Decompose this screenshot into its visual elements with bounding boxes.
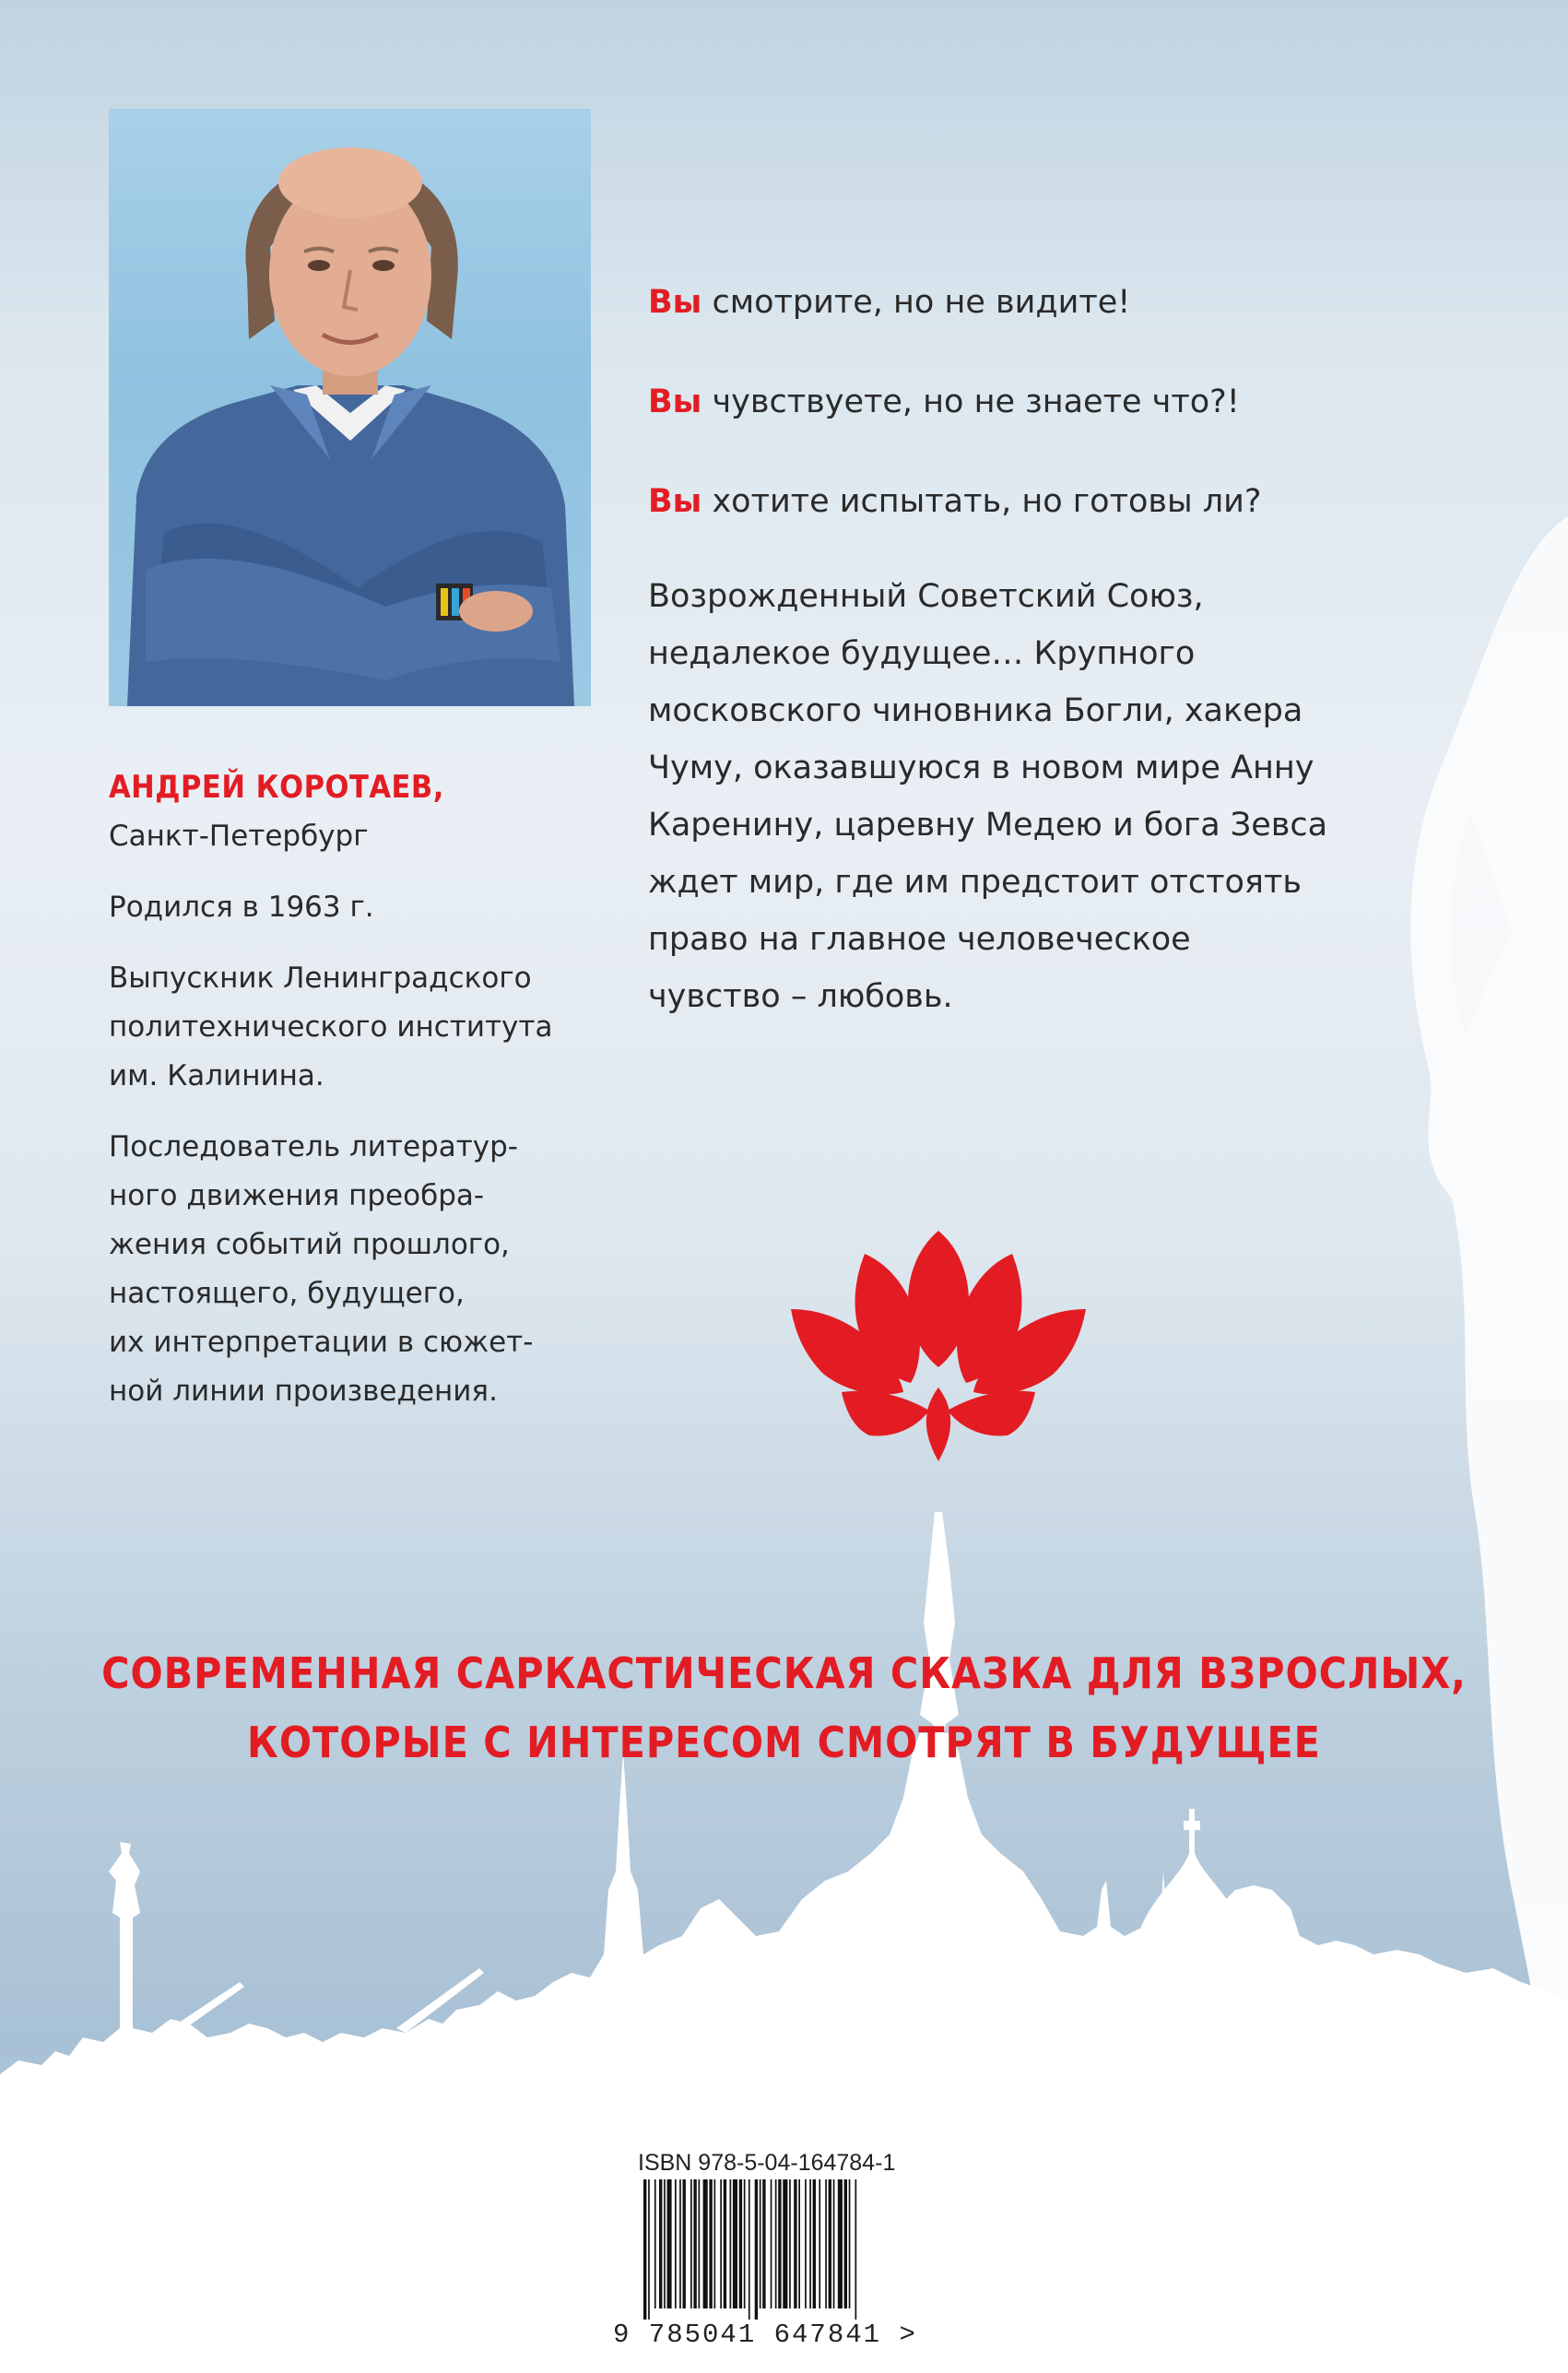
author-name: АНДРЕЙ КОРОТАЕВ, [109,769,444,806]
barcode-bar [733,2179,737,2308]
barcode-bar [703,2179,708,2308]
barcode-bar [643,2179,646,2320]
barcode-bar [699,2179,701,2308]
description-line: московского чиновника Богли, хакера [648,692,1303,729]
barcode-bar [809,2179,811,2308]
description-line: право на главное человеческое [648,921,1191,958]
barcode-bar [749,2179,750,2320]
bio-line: настоящего, будущего, [109,1277,465,1310]
barcode-bar [838,2179,843,2308]
description-line: недалекое будущее… Крупного [648,635,1196,672]
barcode-bar [760,2179,761,2308]
barcode-bar [664,2179,666,2308]
barcode-bar [813,2179,816,2308]
question-1 [648,275,1459,330]
barcode-bar [720,2179,722,2308]
barcode-bar [709,2179,712,2308]
barcode-bar [667,2179,672,2308]
author-education [109,954,625,1101]
education-line: Выпускник Ленинградского [109,962,532,995]
description [648,568,1459,1025]
barcode-bar [798,2179,800,2308]
barcode-bar [654,2179,656,2308]
barcode-bar [819,2179,820,2308]
barcode-bar [833,2179,835,2308]
barcode-bar [744,2179,746,2308]
question-3 [648,474,1459,529]
barcode-bar [829,2179,831,2308]
question-lead: Вы [648,384,702,420]
description-line: ждет мир, где им предстоит отстоять [648,864,1302,901]
question-2 [648,374,1459,430]
question-rest: чувствуете, но не знаете что?! [701,384,1240,420]
author-born: Родился в 1963 г. [109,891,374,924]
barcode-bar [844,2179,847,2308]
bio-line: Последователь литератур- [109,1130,518,1163]
bio-line: ной линии произведения. [109,1375,498,1408]
author-bio-text [109,1123,625,1416]
barcode-bar [648,2179,650,2320]
question-rest: хотите испытать, но готовы ли? [701,483,1262,520]
barcode-bar [794,2179,796,2308]
question-lead: Вы [648,284,702,321]
barcode-bar [690,2179,692,2308]
description-line: Чуму, оказавшуюся в новом мире Анну [648,750,1315,786]
barcode-bar [849,2179,851,2308]
barcode-bar [762,2179,765,2308]
tagline [0,1639,1568,1777]
barcode-bar [775,2179,777,2308]
bio-line: ного движения преобра- [109,1179,485,1212]
education-line: им. Калинина. [109,1059,324,1092]
barcode-bar [771,2179,772,2308]
author-bio [109,763,625,1438]
education-line: политехнического института [109,1010,553,1044]
barcode [636,2176,940,2323]
barcode-bar [855,2179,857,2320]
barcode-bar [659,2179,662,2308]
bio-line: их интерпретации в сюжет- [109,1326,534,1359]
isbn-label: ISBN 978-5-04-164784-1 [638,2150,896,2176]
barcode-bar [755,2179,758,2320]
barcode-bar [805,2179,807,2308]
barcode-bar [739,2179,742,2308]
question-lead: Вы [648,483,702,520]
question-rest: смотрите, но не видите! [701,284,1131,321]
barcode-digits: 9 785041 647841 > [613,2320,917,2350]
barcode-bar [789,2179,791,2308]
barcode-bar [693,2179,696,2308]
barcode-bar [825,2179,827,2308]
bio-line: жения событий прошлого, [109,1228,510,1261]
barcode-bar [683,2179,686,2308]
barcode-bar [783,2179,787,2308]
tagline-line: КОТОРЫЕ С ИНТЕРЕСОМ СМОТРЯТ В БУДУЩЕЕ [247,1718,1321,1767]
description-line: Каренину, царевну Медею и бога Зевса [648,807,1328,844]
tagline-line: СОВРЕМЕННАЯ САРКАСТИЧЕСКАЯ СКАЗКА ДЛЯ ВЗРОСЛЫХ, [101,1648,1467,1698]
dome-silhouette [1134,1809,1250,1964]
description-line: Возрожденный Советский Союз, [648,578,1204,615]
barcode-bar [679,2179,681,2308]
blurb [648,275,1459,1025]
barcode-bar [730,2179,732,2308]
description-line: чувство – любовь. [648,978,953,1015]
barcode-bar [724,2179,726,2308]
author-city: Санкт-Петербург [109,820,369,853]
lotus-icon [791,1231,1086,1461]
author-photo [109,109,591,706]
barcode-bar [714,2179,716,2308]
barcode-bar [778,2179,781,2308]
barcode-bar [675,2179,677,2308]
